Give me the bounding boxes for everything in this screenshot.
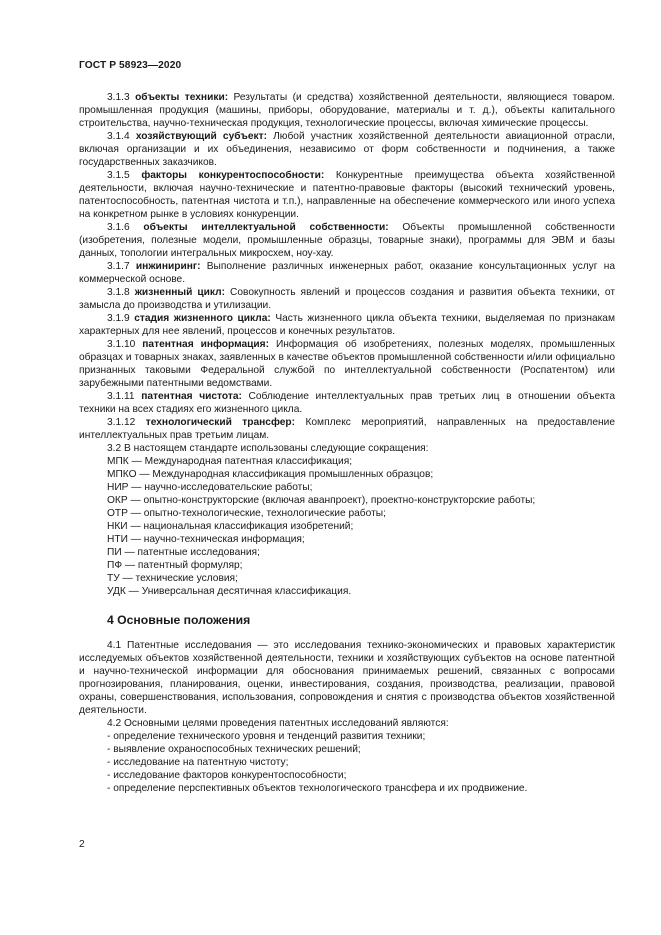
definition-number: 3.1.3	[107, 92, 130, 103]
definition-term: стадия жизненного цикла:	[134, 313, 271, 324]
definition-3-1-9	[79, 312, 615, 338]
abbreviation-item: ОТР — опытно-технологические, технологические работы;	[107, 508, 386, 519]
definition-term: объекты интеллектуальной собственности:	[143, 222, 389, 233]
definition-term: инжиниринг:	[135, 261, 201, 272]
definition-term: факторы конкурентоспособности:	[141, 170, 325, 181]
document-body	[79, 91, 615, 795]
definition-text: Объекты промышленной собственности (изобретения, полезные модели, промышленные образцы, товарные знаки), программы для ЭВМ и базы данных, топологии интегральных микросхем, ноу-хау.	[79, 222, 615, 259]
definition-text: Результаты (и средства) хозяйственной деятельности, являющиеся товаром. промышленная продукция (машины, приборы, оборудование, материалы и т. д.), объекты капитального строительства, научно-техническая продукция, технологические процессы, включая химические процессы.	[79, 92, 615, 129]
definition-number: 3.1.5	[107, 170, 130, 181]
abbreviations-intro: 3.2 В настоящем стандарте использованы следующие сокращения:	[107, 443, 429, 454]
definition-3-1-3	[79, 91, 615, 130]
goal-list-item: - исследование факторов конкурентоспособности;	[107, 770, 347, 781]
definition-text: Конкурентные преимущества объекта хозяйственной деятельности, включая научно-технические и патентно-правовые факторы (высокий технический уровень, патентоспособность, патентная чистота и т.п.), направленные на обеспечение коммерческого или иного успеха на конкретном рынке в условиях конкуренции.	[79, 170, 616, 220]
abbreviation-item: НИР — научно-исследовательские работы;	[107, 482, 313, 493]
definition-text: Выполнение различных инженерных работ, оказание консультационных услуг на коммерческой основе.	[79, 261, 615, 285]
goal-list-item: - определение перспективных объектов технологического трансфера и их продвижение.	[107, 783, 528, 794]
definition-number: 3.1.9	[107, 313, 130, 324]
definition-number: 3.1.6	[107, 222, 130, 233]
definition-text: Часть жизненного цикла объекта техники, выделяемая по признакам характерных для нее явлений, процессов и конечных результатов.	[79, 313, 615, 337]
definition-3-1-4	[79, 130, 615, 169]
abbreviation-item: НТИ — научно-техническая информация;	[107, 534, 305, 545]
definition-text: Информация об изобретениях, полезных моделях, промышленных образцах и товарных знаках, заявленных в качестве объектов промышленной собственности и/или официально признанных таковыми Федеральной службой по интеллектуальной собственности (Роспатентом) или зарубежными патентными ведомствами.	[79, 339, 615, 389]
definition-number: 3.1.11	[107, 391, 135, 402]
definition-term: хозяйствующий субъект:	[135, 131, 267, 142]
abbreviation-item: ТУ — технические условия;	[107, 573, 238, 584]
definition-term: технологический трансфер:	[145, 417, 296, 428]
goal-list-item: - выявление охраноспособных технических решений;	[107, 744, 361, 755]
definition-3-1-8	[79, 286, 615, 312]
paragraph-4-1: 4.1 Патентные исследования — это исследования технико-экономических и правовых характеристик исследуемых объектов хозяйственной деятельности, техники и хозяйствующих субъектов на основе патентной и научно-технической информации для обоснования принимаемых решений, связанных с вопросами прогнозирования, планирования, оценки, инвестирования, создания, производства, реализации, правовой охраны, совершенствования, использования, сопровождения и снятия с производства объектов хозяйственной деятельности.	[79, 640, 615, 716]
abbreviation-item: НКИ — национальная классификация изобретений;	[107, 521, 354, 532]
definition-3-1-10	[79, 338, 615, 390]
definition-number: 3.1.10	[107, 339, 136, 350]
definition-term: патентная информация:	[142, 339, 270, 350]
definition-number: 3.1.12	[107, 417, 136, 428]
standard-header: ГОСТ Р 58923—2020	[79, 60, 182, 71]
definition-3-1-6	[79, 221, 615, 260]
definition-term: жизненный цикл:	[134, 287, 225, 298]
definition-number: 3.1.7	[107, 261, 130, 272]
definition-text: Любой участник хозяйственной деятельности авиационной отрасли, включая организации и их объединения, независимо от форм собственности и подчинения, а также государственных заказчиков.	[79, 131, 615, 168]
definition-number: 3.1.4	[107, 131, 130, 142]
definition-3-1-12	[79, 416, 615, 442]
definition-3-1-7	[79, 260, 615, 286]
definition-3-1-11	[79, 390, 615, 416]
paragraph-4-2: 4.2 Основными целями проведения патентных исследований являются:	[107, 718, 449, 729]
goal-list-item: - исследование на патентную чистоту;	[107, 757, 289, 768]
goal-list-item: - определение технического уровня и тенденций развития техники;	[107, 731, 426, 742]
definition-term: патентная чистота:	[141, 391, 242, 402]
abbreviation-item: ПФ — патентный формуляр;	[107, 560, 243, 571]
definition-term: объекты техники:	[135, 92, 229, 103]
abbreviation-item: МПК — Международная патентная классификация;	[107, 456, 353, 467]
abbreviation-item: МПКО — Международная классификация промышленных образцов;	[107, 469, 434, 480]
section-heading: 4 Основные положения	[107, 613, 251, 627]
abbreviation-item: ОКР — опытно-конструкторские (включая аванпроект), проектно-конструкторские работы;	[107, 495, 536, 506]
page-number: 2	[79, 839, 85, 850]
definition-text: Комплекс мероприятий, направленных на предоставление интеллектуальных прав третьим лицам.	[79, 417, 615, 441]
definition-number: 3.1.8	[107, 287, 130, 298]
definition-3-1-5	[79, 169, 615, 221]
definition-text: Соблюдение интеллектуальных прав третьих лиц в отношении объекта техники на всех стадиях его жизненного цикла.	[79, 391, 615, 415]
abbreviation-item: УДК — Универсальная десятичная классификация.	[107, 586, 352, 597]
abbreviation-item: ПИ — патентные исследования;	[107, 547, 260, 558]
definition-text: Совокупность явлений и процессов создания и развития объекта техники, от замысла до производства и утилизации.	[79, 287, 615, 311]
